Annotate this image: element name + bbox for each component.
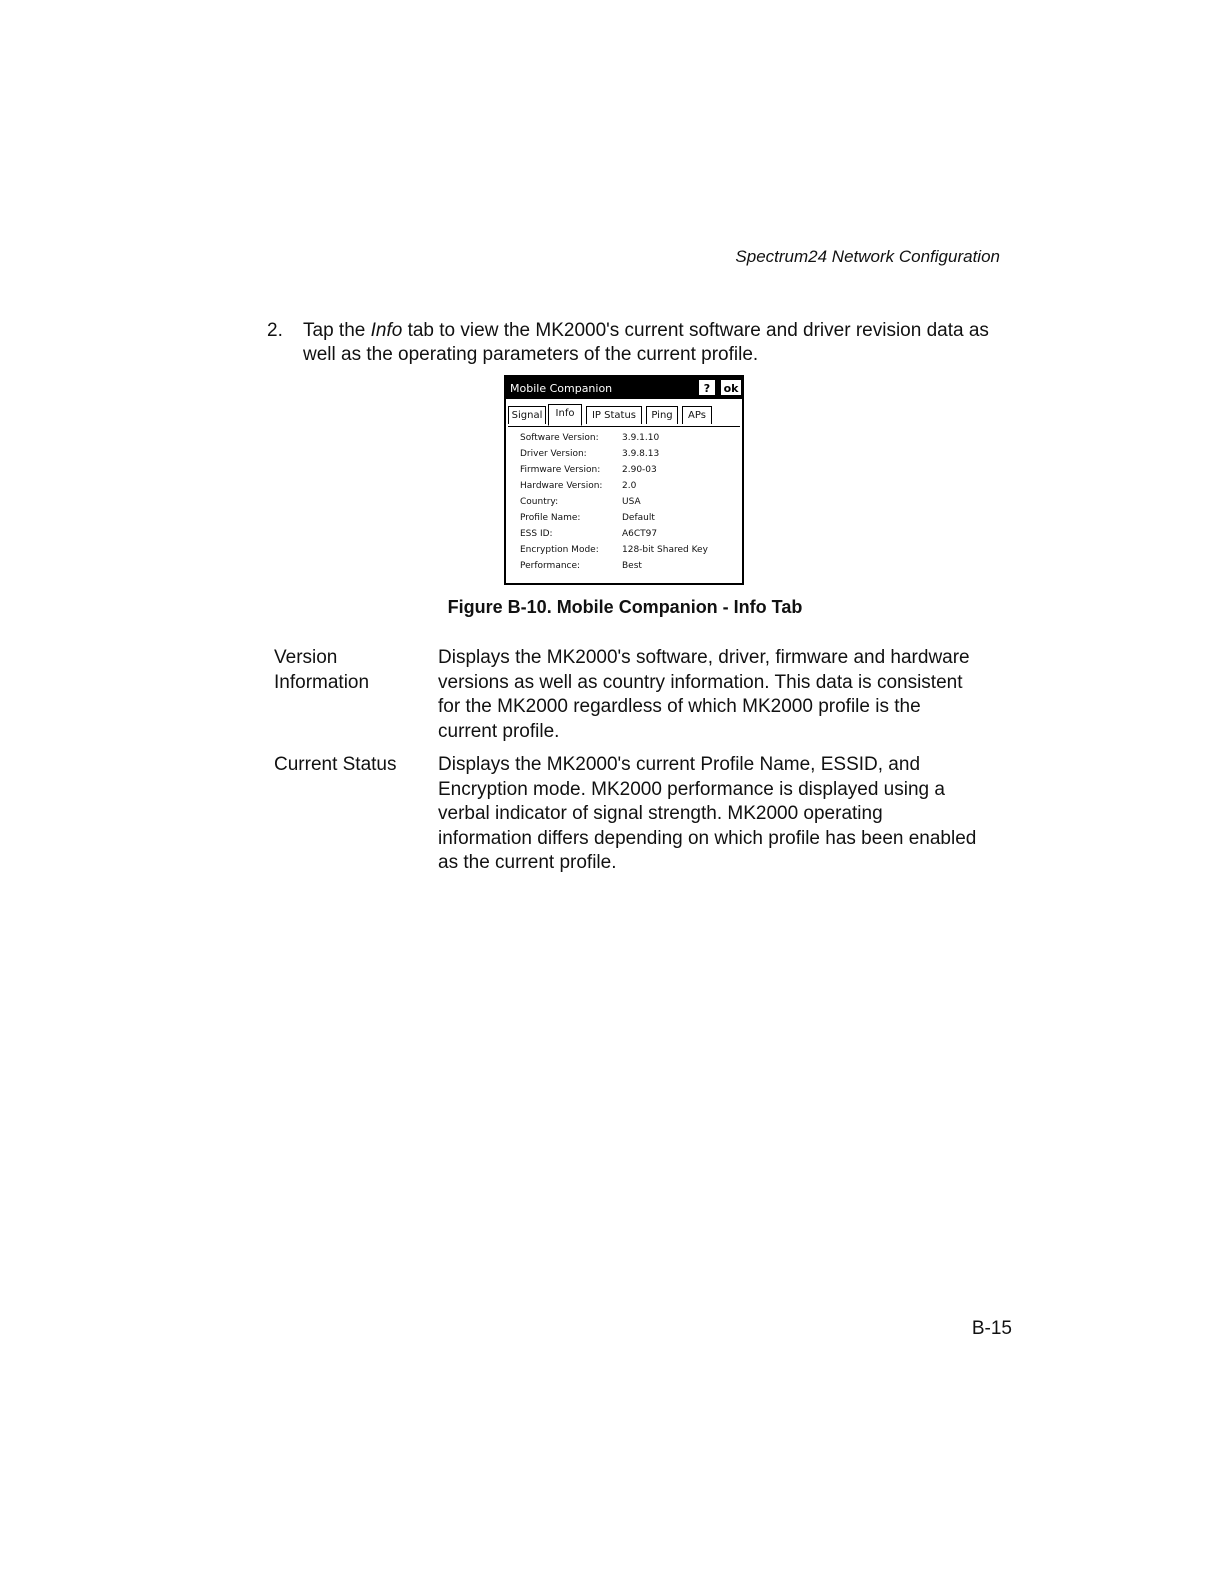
info-label: Software Version:	[520, 433, 599, 443]
info-value: Best	[622, 561, 642, 571]
info-value: 3.9.1.10	[622, 433, 660, 443]
mobile-companion-screenshot	[504, 375, 744, 585]
definition-term	[274, 753, 424, 778]
step-text	[303, 319, 1023, 367]
definition-term-line: Version	[274, 647, 338, 668]
page-number: B-15	[971, 1318, 1012, 1339]
info-value: USA	[622, 497, 641, 507]
info-label: Driver Version:	[520, 449, 587, 459]
tab-ip-status[interactable]: IP Status	[586, 406, 642, 424]
definition-term-line: Information	[274, 671, 370, 693]
running-header: Spectrum24 Network Configuration	[735, 247, 1000, 266]
info-label: Performance:	[520, 561, 581, 571]
info-value: 2.90-03	[622, 465, 657, 475]
definition-description: Displays the MK2000's software, driver, firmware and hardware versions as well as country information. This data is consistent for the MK2000 regardless of which MK2000 profile is the current profile.	[438, 647, 970, 742]
info-label: Country:	[520, 497, 559, 507]
tab-info[interactable]: Info	[548, 404, 582, 426]
info-value: A6CT97	[622, 529, 658, 539]
info-label: Profile Name:	[520, 513, 581, 523]
device-title: Mobile Companion	[510, 382, 613, 395]
step-text-before: Tap the	[303, 320, 371, 341]
definition-term	[274, 646, 424, 695]
step-number: 2.	[267, 320, 283, 341]
definition-description: Displays the MK2000's current Profile Name, ESSID, and Encryption mode. MK2000 performance is displayed using a verbal indicator of signal strength. MK2000 operating information differs depending on which profile has been enabled as the current profile.	[438, 754, 977, 873]
step-text-after: tab to view the MK2000's current software and driver revision data as well as the operating parameters of the current profile.	[303, 320, 989, 365]
info-value: 2.0	[622, 481, 637, 491]
info-label: ESS ID:	[520, 529, 553, 539]
ok-button[interactable]: ok	[720, 379, 742, 396]
device-title-bar	[506, 377, 742, 399]
tab-ping[interactable]: Ping	[646, 406, 678, 424]
info-label: Encryption Mode:	[520, 545, 599, 555]
info-value: Default	[622, 513, 655, 523]
info-label: Firmware Version:	[520, 465, 601, 475]
step-text-emphasis: Info	[370, 320, 403, 341]
info-label: Hardware Version:	[520, 481, 603, 491]
definition-term-line: Current Status	[274, 754, 397, 775]
help-button[interactable]: ?	[698, 379, 716, 396]
info-value: 128-bit Shared Key	[622, 545, 708, 555]
tab-signal[interactable]: Signal	[508, 406, 546, 424]
info-value: 3.9.8.13	[622, 449, 660, 459]
device-tab-bar	[508, 404, 740, 427]
figure-caption: Figure B-10. Mobile Companion - Info Tab	[447, 597, 803, 617]
tab-aps[interactable]: APs	[682, 406, 712, 424]
